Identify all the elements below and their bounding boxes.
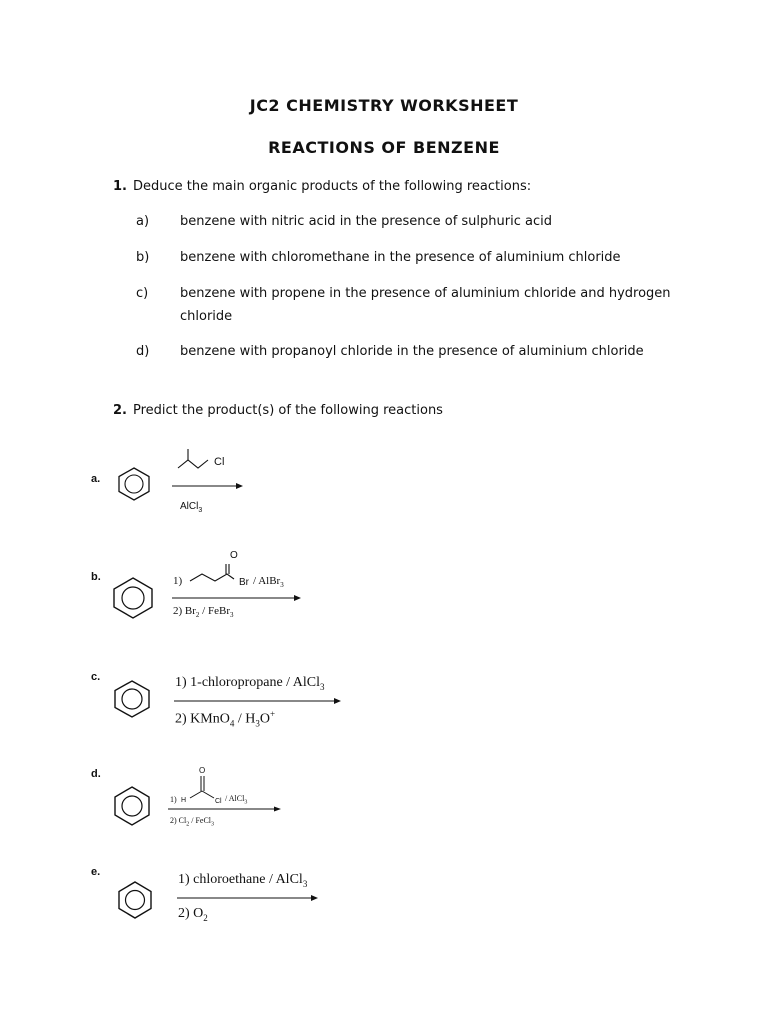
reaction-d-label: d. — [91, 768, 101, 780]
reaction-a-catalyst-sub: 3 — [198, 507, 203, 514]
reaction-d-step2-b-sub: 3 — [211, 821, 215, 828]
reaction-c-step2-c: O — [259, 711, 270, 727]
benzene-ring-icon — [110, 785, 154, 827]
reaction-a-label: a. — [91, 473, 101, 485]
reaction-d-step1-catalyst-main: / AlCl — [225, 794, 245, 803]
reaction-c-step2-a: 2) KMnO — [175, 711, 230, 727]
reaction-d-oxygen-atom: O — [199, 766, 206, 775]
question-2-number: 2. — [113, 403, 127, 418]
q1-item-c-label: c) — [136, 286, 149, 301]
reaction-b-bromine-atom: Br — [239, 577, 249, 588]
reaction-b-step2-b-sub: 3 — [229, 611, 234, 620]
reaction-c-arrow-icon — [174, 696, 342, 706]
benzene-ring-icon — [109, 576, 157, 620]
reaction-b-step2-a-sub: 2 — [195, 611, 200, 620]
reaction-e-step1-sub: 3 — [302, 878, 308, 889]
reaction-b-step1-catalyst-sub: 3 — [280, 581, 284, 590]
q1-item-d-label: d) — [136, 344, 150, 359]
reaction-d-step2-a: 2) Cl — [170, 816, 187, 825]
reaction-e-step1 — [178, 872, 307, 889]
reaction-d-step2-b: / FeCl — [189, 816, 212, 825]
reaction-b-step2 — [173, 605, 233, 619]
reaction-a-cl-atom: Cl — [214, 456, 225, 468]
reaction-c-step1-sub: 3 — [320, 681, 325, 692]
worksheet-title: JC2 CHEMISTRY WORKSHEET — [249, 96, 519, 115]
reaction-d-chlorine-atom: Cl — [215, 798, 222, 805]
reaction-b-step1-prefix: 1) — [173, 575, 183, 587]
question-1-text: Deduce the main organic products of the following reactions: — [132, 179, 532, 194]
reaction-a-catalyst-main: AlCl — [180, 501, 199, 512]
reaction-b-step1-catalyst — [253, 575, 284, 589]
q1-item-b-text: benzene with chloromethane in the presence of aluminium chloride — [180, 250, 621, 265]
reaction-b-step2-b: / FeBr — [199, 605, 230, 617]
reaction-d-step1-catalyst — [225, 794, 247, 806]
reaction-b-step1-catalyst-main: / AlBr — [253, 575, 281, 587]
q1-item-b-label: b) — [136, 250, 150, 265]
reaction-b-oxygen-atom: O — [230, 550, 238, 561]
reaction-d-arrow-icon — [168, 805, 282, 813]
worksheet-subtitle: REACTIONS OF BENZENE — [268, 138, 500, 157]
reaction-b-label: b. — [91, 571, 101, 583]
q1-item-d-text: benzene with propanoyl chloride in the presence of aluminium chloride — [180, 344, 644, 359]
reaction-e-step2-a: 2) O — [178, 906, 204, 921]
reaction-c-step2-b: / H — [234, 711, 256, 727]
question-1-prompt — [113, 179, 531, 194]
reaction-c-step2-a-sub: 4 — [229, 718, 235, 729]
reaction-c-step2-b-sub: 3 — [255, 718, 260, 729]
reaction-e-step2-a-sub: 2 — [203, 912, 208, 923]
reaction-a-arrow-icon — [172, 481, 244, 491]
reaction-e-arrow-icon — [177, 893, 319, 903]
reaction-e-step1-main: 1) chloroethane / AlCl — [178, 872, 303, 887]
reaction-a-catalyst — [180, 501, 202, 514]
reaction-e-label: e. — [91, 866, 101, 878]
benzene-ring-icon — [110, 679, 154, 719]
acyl-bromide-structure-icon — [188, 562, 240, 586]
reaction-c-step2 — [175, 709, 275, 728]
q1-item-c-text: benzene with propene in the presence of aluminium chloride and hydrogen chloride — [180, 286, 671, 324]
benzene-ring-icon — [114, 466, 154, 502]
reaction-b-arrow-icon — [172, 593, 302, 603]
reaction-c-label: c. — [91, 671, 101, 683]
reaction-c-step2-c-sup: + — [269, 709, 276, 719]
reaction-d-step2-a-sub: 2 — [186, 821, 190, 828]
reaction-c-step1-main: 1) 1-chloropropane / AlCl — [175, 675, 321, 690]
reaction-d-step1-prefix: 1) — [170, 795, 177, 804]
q1-item-a-text: benzene with nitric acid in the presence of sulphuric acid — [180, 214, 552, 229]
reaction-d-step1-catalyst-sub: 3 — [244, 799, 248, 806]
question-2-prompt — [113, 403, 443, 418]
question-1-number: 1. — [113, 179, 127, 194]
reaction-e-step2 — [178, 906, 208, 923]
reaction-b-step2-a: 2) Br — [173, 605, 196, 617]
q1-item-a-label: a) — [136, 214, 150, 229]
reaction-c-step1 — [175, 675, 325, 692]
question-2-text: Predict the product(s) of the following reactions — [132, 403, 443, 418]
reaction-d-hydrogen-atom: H — [181, 797, 187, 804]
alkyl-chloride-structure-icon — [176, 447, 236, 475]
benzene-ring-icon — [114, 880, 156, 920]
reaction-d-step2 — [170, 816, 214, 828]
